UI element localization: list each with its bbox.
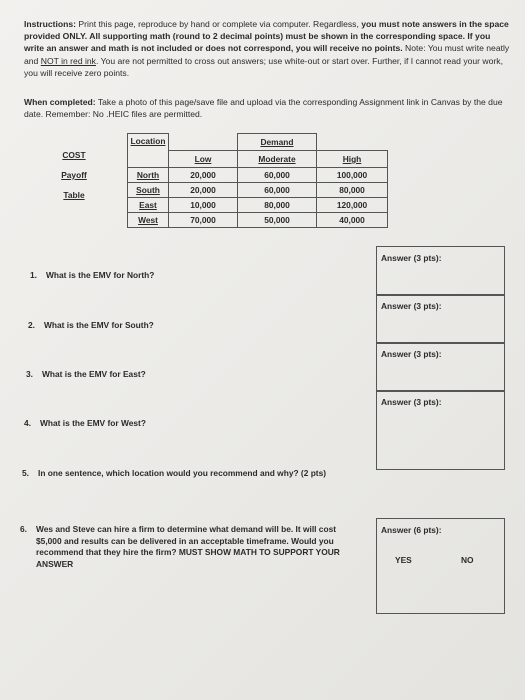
row-location-north: North bbox=[128, 168, 169, 183]
demand-header-row bbox=[128, 134, 388, 151]
table-cell: 40,000 bbox=[317, 213, 388, 228]
payoff-table bbox=[127, 133, 388, 228]
completion-paragraph bbox=[24, 96, 510, 120]
yes-option[interactable]: YES bbox=[395, 555, 412, 565]
table-cell: 20,000 bbox=[169, 183, 238, 198]
answer-box-1[interactable] bbox=[376, 246, 505, 296]
table-cell: 70,000 bbox=[169, 213, 238, 228]
row-location-west: West bbox=[128, 213, 169, 228]
col-header-low: Low bbox=[169, 151, 238, 168]
answer-box-3[interactable] bbox=[376, 342, 505, 392]
question-1: 1. What is the EMV for North? bbox=[30, 270, 155, 280]
answer-box-4[interactable] bbox=[376, 390, 505, 470]
table-cell: 20,000 bbox=[169, 168, 238, 183]
table-cell: 80,000 bbox=[238, 198, 317, 213]
completed-text: Take a photo of this page/save file and upload via the corresponding Assignment link in Canvas by the due date. Remember: No .HEIC files are permitted. bbox=[24, 97, 503, 120]
instructions-text-3: . You are not permitted to cross out answers; use white-out or start over. Further, if I cannot read your work, you will receive zero points. bbox=[24, 55, 503, 78]
row-location-east: East bbox=[128, 198, 169, 213]
instructions-bold-text: you must note answers in the space provided ONLY. All supporting math (round to 2 decimal points) must be shown in the corresponding space. If you write an answer and math is not included or does not correspond, you will receive no points. bbox=[24, 19, 509, 54]
question-5: 5. In one sentence, which location would you recommend and why? (2 pts) bbox=[22, 468, 327, 478]
completed-label: When completed: bbox=[24, 97, 96, 107]
table-cell: 60,000 bbox=[238, 168, 317, 183]
col-header-moderate: Moderate bbox=[238, 151, 317, 168]
instructions-underlined-text: NOT in red ink bbox=[40, 55, 96, 66]
question-4: 4. What is the EMV for West? bbox=[24, 418, 146, 428]
instructions-label: Instructions: bbox=[24, 19, 77, 29]
demand-header: Demand bbox=[238, 134, 317, 151]
answer-box-2[interactable] bbox=[376, 294, 505, 344]
payoff-label: Payoff bbox=[61, 170, 87, 180]
table-cell: 60,000 bbox=[238, 183, 317, 198]
table-cell: 50,000 bbox=[238, 213, 317, 228]
table-cell: 100,000 bbox=[317, 168, 388, 183]
table-row bbox=[128, 183, 388, 198]
table-cell: 10,000 bbox=[169, 198, 238, 213]
table-cell: 120,000 bbox=[317, 198, 388, 213]
table-label: Table bbox=[63, 190, 85, 200]
col-header-high: High bbox=[317, 151, 388, 168]
answer-label-2: Answer (3 pts): bbox=[381, 301, 442, 311]
answer-box-6[interactable] bbox=[376, 518, 505, 614]
row-location-south: South bbox=[128, 183, 169, 198]
table-cell: 80,000 bbox=[317, 183, 388, 198]
instructions-paragraph bbox=[24, 18, 510, 79]
table-row bbox=[128, 213, 388, 228]
no-option[interactable]: NO bbox=[461, 555, 474, 565]
cost-label: COST bbox=[62, 150, 86, 160]
location-header: Location bbox=[128, 134, 169, 168]
answer-label-6: Answer (6 pts): bbox=[381, 525, 442, 535]
table-row bbox=[128, 168, 388, 183]
answer-label-1: Answer (3 pts): bbox=[381, 253, 442, 263]
table-row bbox=[128, 198, 388, 213]
answer-label-3: Answer (3 pts): bbox=[381, 349, 442, 359]
question-3: 3. What is the EMV for East? bbox=[26, 369, 146, 379]
instructions-text-2: Note: You must write neatly and bbox=[24, 43, 510, 66]
instructions-text-1: Print this page, reproduce by hand or complete via computer. Regardless, bbox=[76, 19, 362, 29]
answer-label-4: Answer (3 pts): bbox=[381, 397, 442, 407]
question-6: 6. Wes and Steve can hire a firm to determine what demand will be. It will cost $5,000 and results can be delivered in an acceptable timeframe. Would you recommend that they hire the firm? MUST SHOW MATH TO SUPPORT YOUR ANSWER bbox=[20, 524, 340, 569]
blank-cell bbox=[169, 134, 238, 151]
question-2: 2. What is the EMV for South? bbox=[28, 320, 154, 330]
blank-cell bbox=[317, 134, 388, 151]
